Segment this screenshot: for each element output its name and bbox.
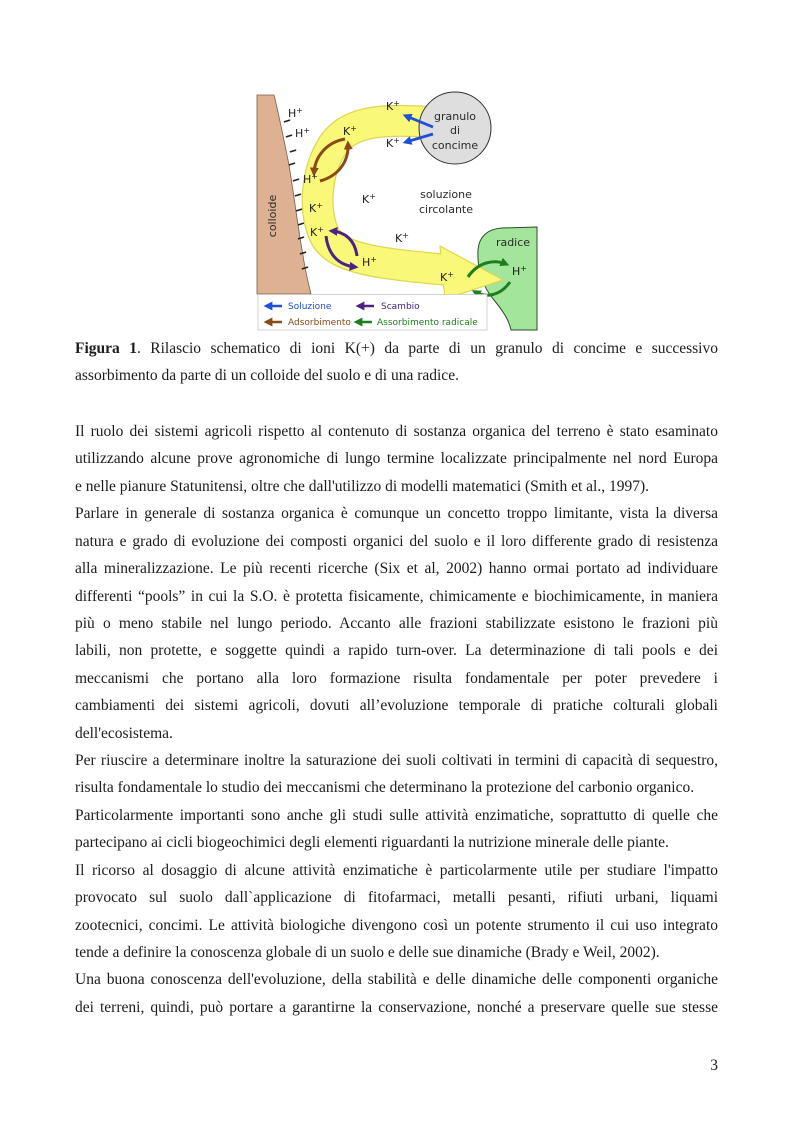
text-line: partecipano ai cicli biogeochimici degli elementi riguardanti la nutrizione minerale delle piante.	[75, 834, 669, 852]
text-line: provocato sul suolo dall`applicazione di fitofarmaci, metalli pesanti, rifiuti urbani, liquami	[75, 889, 718, 907]
ion-label	[295, 126, 310, 140]
solution-label-line1: soluzione	[420, 188, 472, 201]
ion-symbol: H	[362, 256, 371, 269]
paragraph	[75, 747, 718, 802]
colloid-label: colloide	[266, 194, 279, 238]
ion-charge: +	[447, 270, 454, 279]
ion-charge: +	[316, 201, 323, 210]
figure-caption	[75, 335, 718, 390]
text-line: Una buona conoscenza dell'evoluzione, della stabilità e delle dinamiche delle componenti organiche	[75, 971, 718, 989]
body-text	[75, 418, 718, 1021]
text-line: dei terreni, quindi, può portare a garantirne la conservazione, nonché a preservare quelle sue stesse	[75, 998, 718, 1016]
legend-root-absorption-label: Assorbimento radicale	[377, 318, 478, 328]
page-number: 3	[710, 1057, 718, 1074]
text-line: Particolarmente importanti sono anche gli studi sulle attività enzimatiche, soprattutto di quelle che	[75, 806, 718, 824]
paragraph	[75, 857, 718, 967]
ion-charge: +	[402, 231, 409, 240]
legend-exchange-label: Scambio	[381, 302, 420, 312]
ion-charge: +	[303, 126, 310, 135]
ion-symbol: H	[288, 107, 297, 120]
ion-label	[288, 106, 303, 120]
ion-charge: +	[317, 225, 324, 234]
paragraph	[75, 500, 718, 747]
text-line: Per riuscire a determinare inoltre la saturazione dei suoli coltivati in termini di capacità di sequestro,	[75, 752, 718, 770]
ion-symbol: H	[303, 173, 312, 186]
text-line: più o meno stabile nel lungo periodo. Accanto alle frazioni stabilizzate esistono le frazioni più	[75, 614, 718, 632]
granule-label-line2: di	[449, 124, 461, 137]
ion-symbol: K	[310, 226, 318, 239]
text-line: zootecnici, concimi. Le attività biologiche divengono così un potente strumento il cui uso integrato	[75, 916, 718, 934]
ion-symbol: K	[386, 137, 394, 150]
root-label: radice	[495, 236, 531, 249]
ion-label	[362, 192, 376, 206]
text-line: labili, non protette, e soggette quindi a rapido turn-over. La determinazione di tali pools e dei	[75, 642, 718, 660]
solution-label-line2: circolante	[418, 203, 474, 216]
text-line: meccanismi che portano alla loro formazione risulta fondamentale per poter prevedere i	[75, 669, 718, 687]
potassium-release-diagram	[250, 90, 545, 335]
granule-label-line3: concime	[431, 139, 479, 152]
ion-charge: +	[393, 99, 400, 108]
paragraph	[75, 418, 718, 500]
ion-symbol: K	[386, 100, 394, 113]
legend-solution-label: Soluzione	[288, 302, 332, 312]
ion-charge: +	[296, 106, 303, 115]
granule-label-line1: granulo	[434, 110, 476, 123]
text-line: Parlare in generale di sostanza organica è comunque un concetto troppo limitante, vista la diversa	[75, 505, 718, 523]
text-line: Il ruolo dei sistemi agricoli rispetto al contenuto di sostanza organica del terreno è stato esaminato	[75, 423, 718, 440]
text-line: differenti “pools” in cui la S.O. è protetta fisicamente, chimicamente e biochimicamente, in maniera	[75, 587, 718, 605]
ion-symbol: K	[309, 202, 317, 215]
caption-text: . Rilascio schematico di ioni K(+) da parte di un granulo di concime e successivo	[136, 340, 718, 357]
ion-symbol: H	[512, 265, 521, 278]
ion-label	[395, 231, 409, 245]
ion-charge: +	[311, 172, 318, 181]
ion-charge: +	[370, 255, 377, 264]
caption-line: assorbimento da parte di un colloide del suolo e di una radice.	[75, 367, 459, 385]
legend-adsorption-label: Adsorbimento	[288, 318, 351, 328]
ion-symbol: K	[395, 232, 403, 245]
text-line: risulta fondamentale lo studio dei meccanismi che determinano la protezione del carbonio organico.	[75, 779, 695, 797]
ion-charge: +	[350, 124, 357, 133]
ion-symbol: K	[343, 125, 351, 138]
ion-charge: +	[393, 136, 400, 145]
legend	[258, 295, 487, 331]
text-line: natura e grado di evoluzione dei composti organici del suolo e il loro differente grado di resistenza	[75, 532, 718, 550]
caption-line	[75, 335, 718, 362]
text-line: e nelle pianure Statunitensi, oltre che dall'utilizzo di modelli matematici (Smith et al., 1997).	[75, 477, 649, 495]
text-line: tende a definire la conoscenza globale di un suolo e delle sue dinamiche (Brady e Weil, 2002).	[75, 944, 660, 962]
paragraph	[75, 966, 718, 1021]
text-line: utilizzando alcune prove agronomiche di lungo termine localizzate principalmente nel nord Europa	[75, 450, 718, 468]
ion-symbol: K	[362, 193, 370, 206]
ion-charge: +	[369, 192, 376, 201]
ion-label	[386, 136, 400, 150]
text-line: Il ricorso al dosaggio di alcune attività enzimatiche è particolarmente utile per studiare l'impatto	[75, 861, 718, 879]
paragraph	[75, 802, 718, 857]
ion-symbol: H	[295, 127, 304, 140]
caption-label: Figura 1	[75, 340, 137, 357]
ion-symbol: K	[440, 271, 448, 284]
ion-charge: +	[520, 264, 527, 273]
text-line: alla mineralizzazione. Le più recenti ricerche (Six et al, 2002) hanno ormai portato ad individuare	[75, 560, 718, 578]
text-line: dell'ecosistema.	[75, 724, 173, 742]
text-line: cambiamenti dei sistemi agricoli, dovuti all’evoluzione temporale di pratiche colturali globali	[75, 697, 718, 715]
